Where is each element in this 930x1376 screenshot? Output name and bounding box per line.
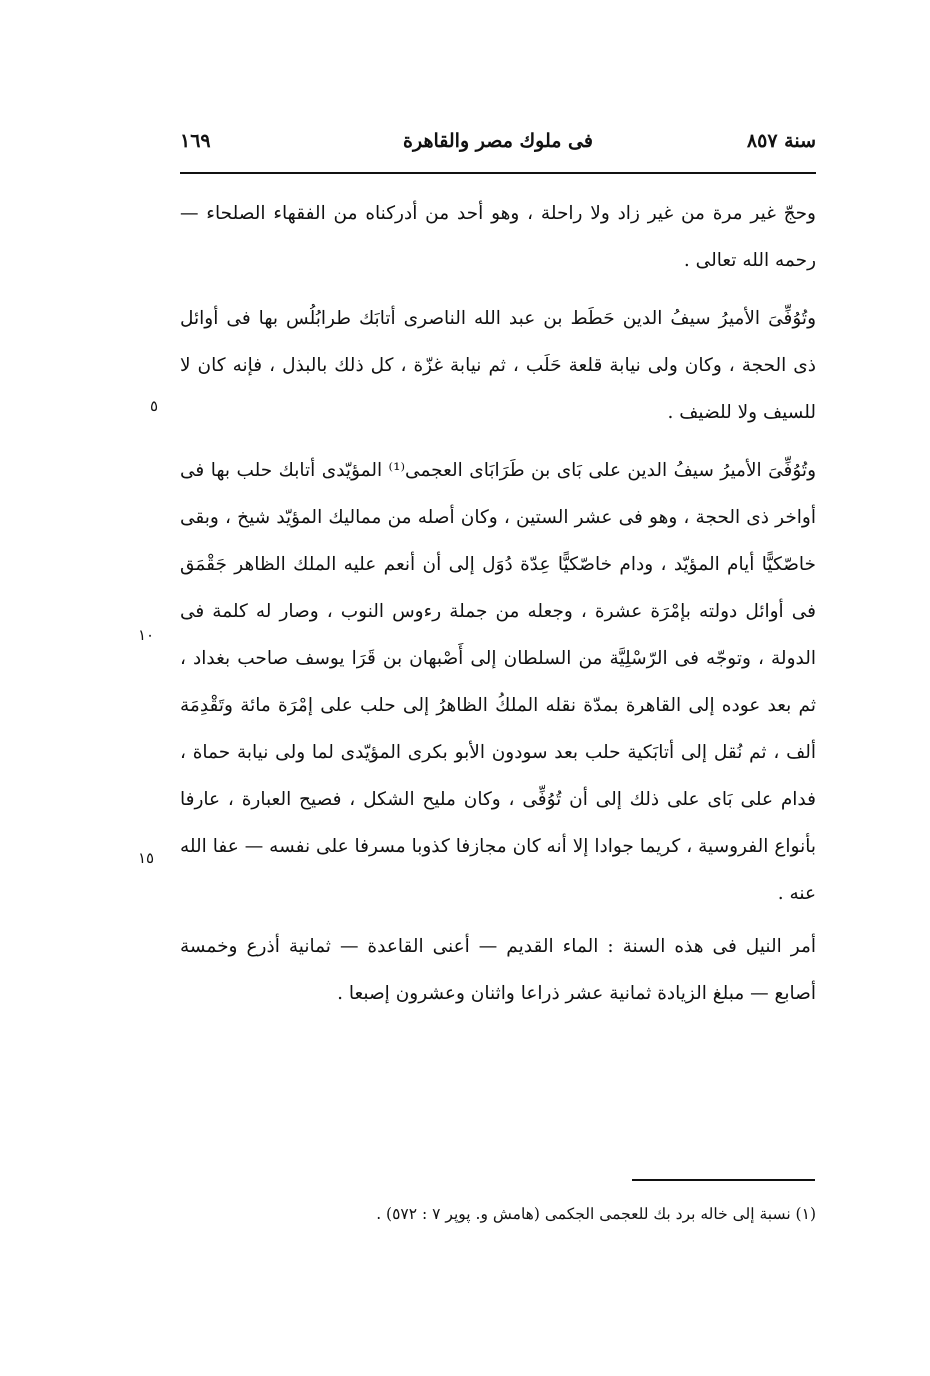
- paragraph: أمر النيل فى هذه السنة : الماء القديم — أعنى القاعدة — ثمانية أذرع وخمسة أصابع — مبلغ الزيادة ثمانية عشر ذراعا واثنان وعشرون إصبعا .: [180, 936, 816, 1004]
- paragraph: وحجّ غير مرة من غير زاد ولا راحلة ، وهو أحد من أدركناه من الفقهاء الصلحاء — رحمه الله تعالى .: [180, 203, 816, 271]
- header-title: فى ملوك مصر والقاهرة: [403, 130, 593, 152]
- footnote: (١) نسبة إلى خاله برد بك للعجمى الجكمى (هامش و. پوپر ٧ : ٥٧٢) .: [376, 1205, 816, 1223]
- paragraph: وتُوُفِّىَ الأميرُ سيفُ الدين على بَاى بن طَرَابَاى العجمى⁽¹⁾ المؤيّدى أتابك حلب بها فى أواخر ذى الحجة ، وهو فى عشر الستين ، وكان أصله من مماليك المؤيّد شيخ ، وبقى خاصّكيًّا أيام المؤيّد ، ودام خاصّكيًّا عِدّة دُوَل إلى أن أنعم عليه الملك الظاهر جَقْمَق فى أوائل دولته بإمْرَة عشرة ، وجعله من جملة رءوس النوب ، وصار له كلمة فى الدولة ، وتوجّه فى الرّسْلِيَّة من السلطان إلى أَصْبهان بن قَرَا يوسف صاحب بغداد ، ثم بعد عوده إلى القاهرة بمدّة نقله الملكُ الظاهرُ إلى حلب على إمْرَة مائة وتَقْدِمَة ألف ، ثم نُقل إلى أتابَكية حلب بعد سودون الأبو بكرى المؤيّدى لما ولى نيابة حماة ، فدام على بَاى على ذلك إلى أن تُوُفِّى ، وكان مليح الشكل ، فصيح العبارة ، عارفا بأنواع الفروسية ، كريما جوادا إلا أنه كان مجازفا كذوبا مسرفا على نفسه — عفا الله عنه .: [180, 460, 816, 904]
- header-rule: [180, 172, 816, 174]
- line-number-margin: ٥: [150, 397, 159, 415]
- footnote-rule: [632, 1179, 815, 1181]
- running-header: [180, 126, 816, 160]
- page-number: ١٦٩: [180, 130, 211, 152]
- main-text: [180, 190, 816, 1017]
- paragraph: وتُوُفِّىَ الأميرُ سيفُ الدين حَطَط بن عبد الله الناصرى أتابَك طرابُلُس بها فى أوائل ذى الحجة ، وكان ولى نيابة قلعة حَلَب ، ثم نيابة غزّة ، كل ذلك بالبذل ، فإنه كان لا للسيف ولا للضيف .: [180, 308, 816, 423]
- line-number-margin: ١٠: [138, 626, 155, 644]
- line-number-margin: ١٥: [138, 849, 155, 867]
- header-year: سنة ٨٥٧: [746, 130, 816, 152]
